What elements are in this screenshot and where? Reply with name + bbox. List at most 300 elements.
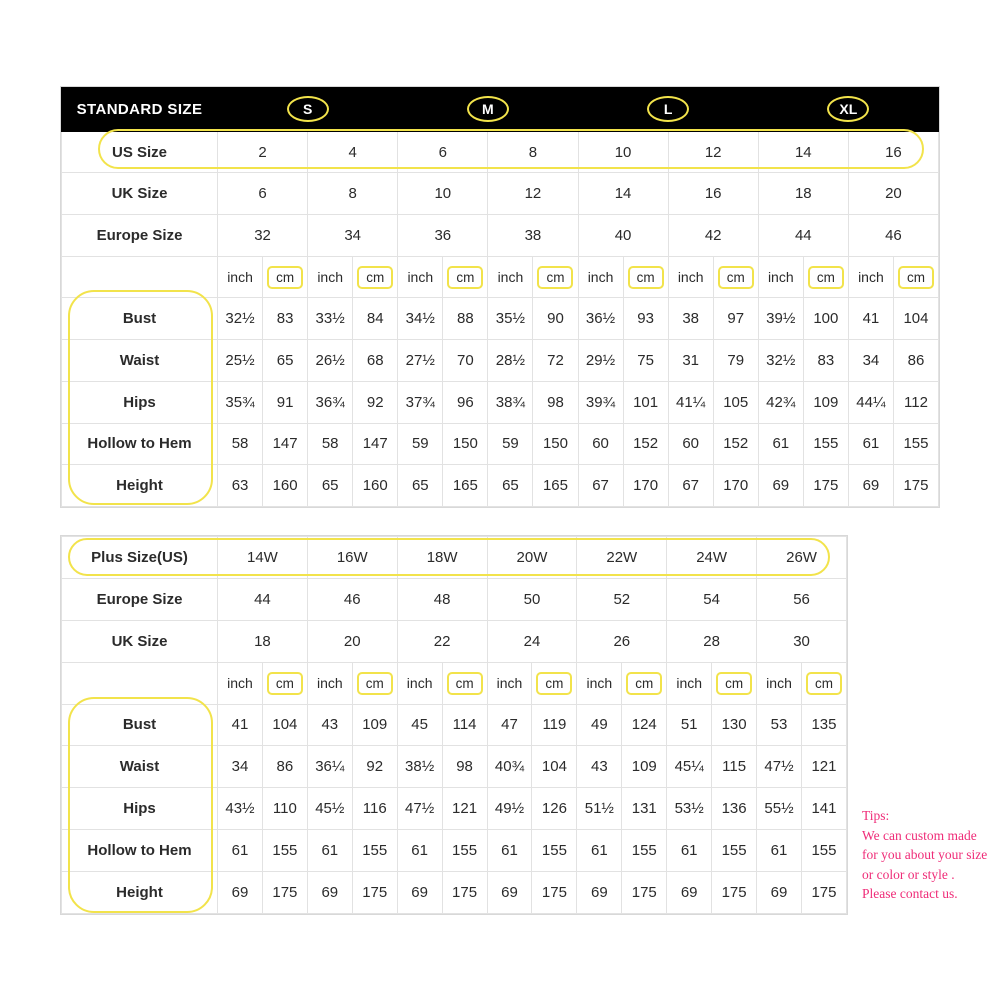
size-letter-badge-s: S bbox=[287, 96, 329, 122]
plus-meas-cell-1-2: 36¼ bbox=[307, 746, 352, 788]
meas-cell-1-14: 34 bbox=[848, 340, 893, 382]
unit-inch-2 bbox=[398, 256, 443, 298]
plus-cell-1-2: 48 bbox=[397, 578, 487, 620]
table-row bbox=[62, 381, 939, 423]
unit-inch-7 bbox=[848, 256, 893, 298]
table-row bbox=[62, 131, 939, 173]
unit-cm-7 bbox=[893, 256, 938, 298]
plus-meas-cell-2-7: 126 bbox=[532, 788, 577, 830]
unit-inch-label: inch bbox=[587, 269, 614, 286]
size-letter-cell-l bbox=[578, 88, 758, 132]
table-row bbox=[62, 298, 939, 340]
table-row bbox=[62, 340, 939, 382]
table-row bbox=[62, 578, 847, 620]
table-row bbox=[62, 423, 939, 465]
plus-meas-cell-2-10: 53½ bbox=[667, 788, 712, 830]
meas-cell-4-13: 175 bbox=[803, 465, 848, 507]
cell-1-3: 12 bbox=[488, 173, 578, 215]
plus-meas-cell-2-6: 49½ bbox=[487, 788, 532, 830]
plus-meas-cell-4-0: 69 bbox=[218, 872, 263, 914]
plus-cell-1-4: 52 bbox=[577, 578, 667, 620]
plus-row-label-uk-size: UK Size bbox=[62, 620, 218, 662]
measurement-label-bust: Bust bbox=[62, 298, 218, 340]
plus-meas-cell-3-5: 155 bbox=[442, 830, 487, 872]
unit-cm-2 bbox=[443, 256, 488, 298]
cell-0-5: 12 bbox=[668, 131, 758, 173]
unit-cm-label: cm bbox=[267, 266, 303, 289]
plus-meas-cell-0-0: 41 bbox=[218, 704, 263, 746]
meas-cell-4-2: 65 bbox=[308, 465, 353, 507]
cell-1-5: 16 bbox=[668, 173, 758, 215]
table-row bbox=[62, 788, 847, 830]
meas-cell-2-4: 37¾ bbox=[398, 381, 443, 423]
meas-cell-0-14: 41 bbox=[848, 298, 893, 340]
plus-cell-1-6: 56 bbox=[757, 578, 847, 620]
unit-inch-label: inch bbox=[227, 675, 253, 692]
plus-meas-cell-2-1: 110 bbox=[262, 788, 307, 830]
meas-cell-4-0: 63 bbox=[218, 465, 263, 507]
meas-cell-3-1: 147 bbox=[263, 423, 308, 465]
plus-size-table bbox=[61, 536, 847, 914]
meas-cell-1-0: 25½ bbox=[218, 340, 263, 382]
meas-cell-1-7: 72 bbox=[533, 340, 578, 382]
tips-line-1: Tips: bbox=[862, 808, 890, 823]
meas-cell-2-0: 35¾ bbox=[218, 381, 263, 423]
unit-cm-label: cm bbox=[718, 266, 754, 289]
plus-cell-0-2: 18W bbox=[397, 537, 487, 579]
meas-cell-3-6: 59 bbox=[488, 423, 533, 465]
table-row bbox=[62, 537, 847, 579]
standard-size-chart bbox=[60, 86, 940, 508]
plus-meas-cell-3-6: 61 bbox=[487, 830, 532, 872]
unit-inch-3 bbox=[488, 256, 533, 298]
plus-meas-cell-2-5: 121 bbox=[442, 788, 487, 830]
plus-measurement-label-height: Height bbox=[62, 872, 218, 914]
unit-inch-label: inch bbox=[317, 269, 343, 286]
size-letter-badge-xl: XL bbox=[827, 96, 869, 122]
meas-cell-2-11: 105 bbox=[713, 381, 758, 423]
plus-meas-cell-1-10: 45¼ bbox=[667, 746, 712, 788]
cell-2-2: 36 bbox=[398, 215, 488, 257]
meas-cell-1-11: 79 bbox=[713, 340, 758, 382]
meas-cell-2-5: 96 bbox=[443, 381, 488, 423]
plus-meas-cell-3-3: 155 bbox=[352, 830, 397, 872]
standard-header-row bbox=[62, 88, 939, 132]
unit-cm-label: cm bbox=[628, 266, 664, 289]
unit-inch-0 bbox=[218, 256, 263, 298]
meas-cell-4-12: 69 bbox=[758, 465, 803, 507]
plus-cell-1-3: 50 bbox=[487, 578, 577, 620]
cell-1-0: 6 bbox=[218, 173, 308, 215]
plus-meas-cell-1-8: 43 bbox=[577, 746, 622, 788]
meas-cell-2-3: 92 bbox=[353, 381, 398, 423]
plus-cell-2-0: 18 bbox=[218, 620, 308, 662]
table-row bbox=[62, 173, 939, 215]
meas-cell-3-3: 147 bbox=[353, 423, 398, 465]
meas-cell-1-13: 83 bbox=[803, 340, 848, 382]
meas-cell-1-1: 65 bbox=[263, 340, 308, 382]
unit-row-label bbox=[62, 256, 218, 298]
meas-cell-0-8: 36½ bbox=[578, 298, 623, 340]
unit-cm-label: cm bbox=[536, 672, 572, 695]
unit-cm-label: cm bbox=[806, 672, 842, 695]
plus-meas-cell-2-12: 55½ bbox=[757, 788, 802, 830]
plus-unit-inch-6 bbox=[757, 662, 802, 704]
plus-meas-cell-0-13: 135 bbox=[801, 704, 846, 746]
cell-1-1: 8 bbox=[308, 173, 398, 215]
meas-cell-4-14: 69 bbox=[848, 465, 893, 507]
plus-unit-inch-5 bbox=[667, 662, 712, 704]
unit-inch-label: inch bbox=[496, 675, 523, 692]
plus-meas-cell-2-0: 43½ bbox=[218, 788, 263, 830]
plus-unit-cm-3 bbox=[532, 662, 577, 704]
meas-cell-0-7: 90 bbox=[533, 298, 578, 340]
meas-cell-0-13: 100 bbox=[803, 298, 848, 340]
plus-cell-0-3: 20W bbox=[487, 537, 577, 579]
unit-inch-6 bbox=[758, 256, 803, 298]
table-row bbox=[62, 215, 939, 257]
plus-meas-cell-0-11: 130 bbox=[712, 704, 757, 746]
plus-meas-cell-3-7: 155 bbox=[532, 830, 577, 872]
meas-cell-3-12: 61 bbox=[758, 423, 803, 465]
meas-cell-3-13: 155 bbox=[803, 423, 848, 465]
size-letter-cell-s bbox=[218, 88, 398, 132]
meas-cell-4-5: 165 bbox=[443, 465, 488, 507]
plus-meas-cell-3-2: 61 bbox=[307, 830, 352, 872]
unit-inch-label: inch bbox=[767, 269, 794, 286]
cell-2-7: 46 bbox=[848, 215, 938, 257]
tips-line-2: We can custom made bbox=[862, 827, 977, 843]
table-row bbox=[62, 704, 847, 746]
meas-cell-0-6: 35½ bbox=[488, 298, 533, 340]
meas-cell-4-10: 67 bbox=[668, 465, 713, 507]
meas-cell-4-11: 170 bbox=[713, 465, 758, 507]
unit-cm-label: cm bbox=[898, 266, 934, 289]
plus-cell-1-5: 54 bbox=[667, 578, 757, 620]
plus-meas-cell-0-3: 109 bbox=[352, 704, 397, 746]
table-row bbox=[62, 830, 847, 872]
row-label-us-size: US Size bbox=[62, 131, 218, 173]
size-letter-badge-l: L bbox=[647, 96, 689, 122]
meas-cell-1-3: 68 bbox=[353, 340, 398, 382]
plus-cell-1-0: 44 bbox=[218, 578, 308, 620]
plus-cell-0-6: 26W bbox=[757, 537, 847, 579]
meas-cell-3-7: 150 bbox=[533, 423, 578, 465]
meas-cell-0-4: 34½ bbox=[398, 298, 443, 340]
table-row bbox=[62, 746, 847, 788]
meas-cell-1-9: 75 bbox=[623, 340, 668, 382]
meas-cell-0-1: 83 bbox=[263, 298, 308, 340]
plus-meas-cell-1-3: 92 bbox=[352, 746, 397, 788]
cell-2-5: 42 bbox=[668, 215, 758, 257]
meas-cell-2-13: 109 bbox=[803, 381, 848, 423]
unit-inch-label: inch bbox=[497, 269, 524, 286]
size-letter-badge-m: M bbox=[467, 96, 509, 122]
plus-meas-cell-2-11: 136 bbox=[712, 788, 757, 830]
meas-cell-1-6: 28½ bbox=[488, 340, 533, 382]
unit-inch-label: inch bbox=[766, 675, 792, 692]
unit-cm-label: cm bbox=[808, 266, 844, 289]
plus-meas-cell-0-4: 45 bbox=[397, 704, 442, 746]
cell-0-6: 14 bbox=[758, 131, 848, 173]
row-label-europe-size: Europe Size bbox=[62, 215, 218, 257]
plus-cell-1-1: 46 bbox=[307, 578, 397, 620]
plus-unit-cm-2 bbox=[442, 662, 487, 704]
meas-cell-3-4: 59 bbox=[398, 423, 443, 465]
plus-cell-2-3: 24 bbox=[487, 620, 577, 662]
unit-cm-label: cm bbox=[537, 266, 573, 289]
plus-cell-2-5: 28 bbox=[667, 620, 757, 662]
plus-meas-cell-3-0: 61 bbox=[218, 830, 263, 872]
unit-inch-label: inch bbox=[407, 269, 434, 286]
cell-1-7: 20 bbox=[848, 173, 938, 215]
plus-row-label-europe-size: Europe Size bbox=[62, 578, 218, 620]
tips-line-4: or color or style . bbox=[862, 866, 955, 882]
plus-cell-0-4: 22W bbox=[577, 537, 667, 579]
plus-cell-0-5: 24W bbox=[667, 537, 757, 579]
unit-inch-4 bbox=[578, 256, 623, 298]
plus-meas-cell-2-2: 45½ bbox=[307, 788, 352, 830]
plus-meas-cell-1-12: 47½ bbox=[757, 746, 802, 788]
cell-1-6: 18 bbox=[758, 173, 848, 215]
plus-meas-cell-1-11: 115 bbox=[712, 746, 757, 788]
measurement-label-waist: Waist bbox=[62, 340, 218, 382]
unit-cm-6 bbox=[803, 256, 848, 298]
unit-cm-4 bbox=[623, 256, 668, 298]
plus-meas-cell-3-13: 155 bbox=[801, 830, 846, 872]
unit-cm-1 bbox=[353, 256, 398, 298]
meas-cell-3-14: 61 bbox=[848, 423, 893, 465]
plus-meas-cell-2-13: 141 bbox=[801, 788, 846, 830]
unit-inch-5 bbox=[668, 256, 713, 298]
meas-cell-3-9: 152 bbox=[623, 423, 668, 465]
plus-row-label-plus-size-us-: Plus Size(US) bbox=[62, 537, 218, 579]
tips-note bbox=[862, 806, 994, 904]
meas-cell-1-2: 26½ bbox=[308, 340, 353, 382]
meas-cell-4-4: 65 bbox=[398, 465, 443, 507]
unit-cm-label: cm bbox=[447, 266, 483, 289]
meas-cell-2-7: 98 bbox=[533, 381, 578, 423]
cell-2-4: 40 bbox=[578, 215, 668, 257]
meas-cell-3-15: 155 bbox=[893, 423, 938, 465]
meas-cell-3-10: 60 bbox=[668, 423, 713, 465]
meas-cell-1-5: 70 bbox=[443, 340, 488, 382]
plus-meas-cell-4-5: 175 bbox=[442, 872, 487, 914]
meas-cell-3-0: 58 bbox=[218, 423, 263, 465]
meas-cell-3-8: 60 bbox=[578, 423, 623, 465]
cell-0-3: 8 bbox=[488, 131, 578, 173]
plus-meas-cell-4-3: 175 bbox=[352, 872, 397, 914]
unit-cm-3 bbox=[533, 256, 578, 298]
plus-meas-cell-3-10: 61 bbox=[667, 830, 712, 872]
plus-meas-cell-0-7: 119 bbox=[532, 704, 577, 746]
plus-meas-cell-0-2: 43 bbox=[307, 704, 352, 746]
meas-cell-2-12: 42¾ bbox=[758, 381, 803, 423]
plus-unit-row-label bbox=[62, 662, 218, 704]
unit-inch-label: inch bbox=[677, 269, 704, 286]
unit-cm-label: cm bbox=[447, 672, 483, 695]
meas-cell-3-2: 58 bbox=[308, 423, 353, 465]
meas-cell-2-10: 41¼ bbox=[668, 381, 713, 423]
meas-cell-1-8: 29½ bbox=[578, 340, 623, 382]
cell-2-0: 32 bbox=[218, 215, 308, 257]
plus-meas-cell-4-7: 175 bbox=[532, 872, 577, 914]
standard-size-table bbox=[61, 87, 939, 507]
unit-inch-label: inch bbox=[586, 675, 613, 692]
plus-meas-cell-3-1: 155 bbox=[262, 830, 307, 872]
plus-cell-2-1: 20 bbox=[307, 620, 397, 662]
meas-cell-0-3: 84 bbox=[353, 298, 398, 340]
meas-cell-4-8: 67 bbox=[578, 465, 623, 507]
meas-cell-4-15: 175 bbox=[893, 465, 938, 507]
plus-meas-cell-2-9: 131 bbox=[622, 788, 667, 830]
meas-cell-2-2: 36¾ bbox=[308, 381, 353, 423]
measurement-label-hips: Hips bbox=[62, 381, 218, 423]
plus-meas-cell-1-9: 109 bbox=[622, 746, 667, 788]
meas-cell-1-10: 31 bbox=[668, 340, 713, 382]
cell-2-6: 44 bbox=[758, 215, 848, 257]
meas-cell-1-15: 86 bbox=[893, 340, 938, 382]
plus-meas-cell-0-8: 49 bbox=[577, 704, 622, 746]
plus-unit-cm-0 bbox=[262, 662, 307, 704]
meas-cell-0-0: 32½ bbox=[218, 298, 263, 340]
meas-cell-3-5: 150 bbox=[443, 423, 488, 465]
plus-unit-cm-5 bbox=[712, 662, 757, 704]
plus-measurement-label-hollow-to-hem: Hollow to Hem bbox=[62, 830, 218, 872]
plus-measurement-label-waist: Waist bbox=[62, 746, 218, 788]
plus-meas-cell-2-3: 116 bbox=[352, 788, 397, 830]
meas-cell-2-9: 101 bbox=[623, 381, 668, 423]
plus-meas-cell-3-8: 61 bbox=[577, 830, 622, 872]
meas-cell-4-6: 65 bbox=[488, 465, 533, 507]
table-row bbox=[62, 872, 847, 914]
plus-meas-cell-1-4: 38½ bbox=[397, 746, 442, 788]
table-row bbox=[62, 620, 847, 662]
plus-unit-inch-0 bbox=[218, 662, 263, 704]
cell-0-2: 6 bbox=[398, 131, 488, 173]
cell-0-4: 10 bbox=[578, 131, 668, 173]
plus-meas-cell-3-4: 61 bbox=[397, 830, 442, 872]
unit-inch-label: inch bbox=[406, 675, 433, 692]
meas-cell-4-9: 170 bbox=[623, 465, 668, 507]
standard-unit-row bbox=[62, 256, 939, 298]
plus-cell-0-1: 16W bbox=[307, 537, 397, 579]
cell-2-1: 34 bbox=[308, 215, 398, 257]
plus-meas-cell-1-0: 34 bbox=[218, 746, 263, 788]
plus-meas-cell-4-9: 175 bbox=[622, 872, 667, 914]
plus-unit-inch-3 bbox=[487, 662, 532, 704]
tips-line-5: Please contact us. bbox=[862, 886, 958, 901]
plus-cell-0-0: 14W bbox=[218, 537, 308, 579]
meas-cell-1-4: 27½ bbox=[398, 340, 443, 382]
plus-meas-cell-4-11: 175 bbox=[712, 872, 757, 914]
meas-cell-2-14: 44¼ bbox=[848, 381, 893, 423]
plus-unit-row bbox=[62, 662, 847, 704]
plus-meas-cell-2-4: 47½ bbox=[397, 788, 442, 830]
plus-meas-cell-4-2: 69 bbox=[307, 872, 352, 914]
unit-cm-0 bbox=[263, 256, 308, 298]
meas-cell-2-8: 39¾ bbox=[578, 381, 623, 423]
plus-meas-cell-1-5: 98 bbox=[442, 746, 487, 788]
plus-meas-cell-0-9: 124 bbox=[622, 704, 667, 746]
plus-unit-inch-1 bbox=[307, 662, 352, 704]
row-label-uk-size: UK Size bbox=[62, 173, 218, 215]
plus-meas-cell-2-8: 51½ bbox=[577, 788, 622, 830]
plus-meas-cell-0-6: 47 bbox=[487, 704, 532, 746]
plus-measurement-label-bust: Bust bbox=[62, 704, 218, 746]
plus-unit-cm-6 bbox=[801, 662, 846, 704]
size-letter-cell-m bbox=[398, 88, 578, 132]
plus-meas-cell-0-10: 51 bbox=[667, 704, 712, 746]
plus-meas-cell-3-12: 61 bbox=[757, 830, 802, 872]
meas-cell-2-15: 112 bbox=[893, 381, 938, 423]
cell-0-1: 4 bbox=[308, 131, 398, 173]
standard-title: STANDARD SIZE bbox=[62, 88, 218, 132]
plus-meas-cell-4-6: 69 bbox=[487, 872, 532, 914]
plus-meas-cell-4-12: 69 bbox=[757, 872, 802, 914]
meas-cell-0-5: 88 bbox=[443, 298, 488, 340]
plus-meas-cell-1-7: 104 bbox=[532, 746, 577, 788]
cell-1-2: 10 bbox=[398, 173, 488, 215]
plus-unit-cm-4 bbox=[622, 662, 667, 704]
plus-meas-cell-4-8: 69 bbox=[577, 872, 622, 914]
tips-line-3: for you about your size bbox=[862, 847, 988, 862]
plus-meas-cell-1-13: 121 bbox=[801, 746, 846, 788]
meas-cell-1-12: 32½ bbox=[758, 340, 803, 382]
plus-size-chart bbox=[60, 535, 848, 915]
unit-cm-label: cm bbox=[716, 672, 752, 695]
meas-cell-2-1: 91 bbox=[263, 381, 308, 423]
plus-cell-2-2: 22 bbox=[397, 620, 487, 662]
plus-meas-cell-1-6: 40¾ bbox=[487, 746, 532, 788]
cell-0-0: 2 bbox=[218, 131, 308, 173]
measurement-label-hollow-to-hem: Hollow to Hem bbox=[62, 423, 218, 465]
unit-inch-label: inch bbox=[227, 269, 253, 286]
meas-cell-2-6: 38¾ bbox=[488, 381, 533, 423]
plus-meas-cell-3-9: 155 bbox=[622, 830, 667, 872]
meas-cell-0-10: 38 bbox=[668, 298, 713, 340]
plus-meas-cell-0-5: 114 bbox=[442, 704, 487, 746]
plus-meas-cell-1-1: 86 bbox=[262, 746, 307, 788]
unit-cm-5 bbox=[713, 256, 758, 298]
plus-unit-inch-2 bbox=[397, 662, 442, 704]
unit-cm-label: cm bbox=[357, 672, 393, 695]
unit-inch-label: inch bbox=[858, 269, 884, 286]
meas-cell-4-7: 165 bbox=[533, 465, 578, 507]
size-letter-cell-xl bbox=[758, 88, 938, 132]
unit-cm-label: cm bbox=[267, 672, 303, 695]
meas-cell-0-15: 104 bbox=[893, 298, 938, 340]
table-row bbox=[62, 465, 939, 507]
meas-cell-4-3: 160 bbox=[353, 465, 398, 507]
cell-0-7: 16 bbox=[848, 131, 938, 173]
unit-cm-label: cm bbox=[357, 266, 393, 289]
meas-cell-4-1: 160 bbox=[263, 465, 308, 507]
plus-measurement-label-hips: Hips bbox=[62, 788, 218, 830]
measurement-label-height: Height bbox=[62, 465, 218, 507]
meas-cell-0-12: 39½ bbox=[758, 298, 803, 340]
plus-cell-2-6: 30 bbox=[757, 620, 847, 662]
meas-cell-0-9: 93 bbox=[623, 298, 668, 340]
plus-meas-cell-0-1: 104 bbox=[262, 704, 307, 746]
plus-meas-cell-4-13: 175 bbox=[801, 872, 846, 914]
plus-meas-cell-0-12: 53 bbox=[757, 704, 802, 746]
meas-cell-3-11: 152 bbox=[713, 423, 758, 465]
plus-cell-2-4: 26 bbox=[577, 620, 667, 662]
plus-meas-cell-4-4: 69 bbox=[397, 872, 442, 914]
plus-meas-cell-4-10: 69 bbox=[667, 872, 712, 914]
meas-cell-0-2: 33½ bbox=[308, 298, 353, 340]
